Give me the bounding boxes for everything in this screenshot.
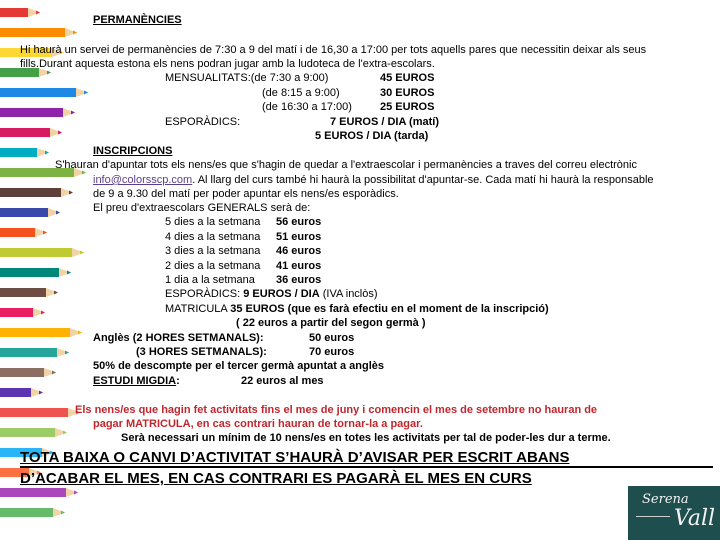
matricula-prefix: MATRICULA (165, 303, 228, 315)
week-days-3: 3 dies a la setmana (165, 245, 261, 257)
english-2h-price: 50 euros (309, 332, 355, 344)
monthly-label: MENSUALITATS:(de 7:30 a 9:00) (165, 72, 329, 84)
warning-line-3: Serà necessari un mínim de 10 nens/es en totes les activitats per tal de poder-les dur a terme. (121, 432, 611, 444)
matricula-sibling: ( 22 euros a partir del segon germà ) (236, 317, 426, 329)
week-days-5: 5 dies a la setmana (165, 216, 261, 228)
midday-line (93, 375, 180, 388)
notice-divider (20, 466, 713, 468)
monthly-price-3: 25 EUROS (380, 101, 435, 113)
monthly-price-2: 30 EUROS (380, 87, 435, 99)
inscriptions-line-1: S'hauran d'apuntar tots els nens/es que s'hagin de quedar a l'extraescolar i permanències a traves del correu electrònic (55, 159, 637, 171)
monthly-time-2: (de 8:15 a 9:00) (262, 87, 340, 99)
sporadic-prefix: ESPORÀDICS: (165, 288, 241, 300)
logo-word-vall: Vall (674, 506, 716, 531)
week-days-2: 2 dies a la setmana (165, 260, 261, 272)
occasional-afternoon: 5 EUROS / DIA (tarda) (315, 130, 429, 142)
week-days-4: 4 dies a la setmana (165, 231, 261, 243)
matricula-text: 35 EUROS (que es farà efectiu en el moment de la inscripció) (230, 303, 549, 315)
discount-line: 50% de descompte per el tercer germà apuntat a anglès (93, 360, 385, 372)
logo-word-serena: Serena (642, 492, 689, 507)
matricula-line (165, 303, 549, 316)
intro-line-1: Hi haurà un servei de permanències de 7:30 a 9 del matí i de 16,30 a 17:00 per tots aquells pares que necessitin deixar als seus (20, 44, 647, 56)
warning-line-2: pagar MATRICULA, en cas contrari hauran de tornar-la a pagar. (93, 418, 423, 430)
week-price-5: 56 euros (276, 216, 322, 228)
email-link[interactable]: info@colorsscp.com (93, 174, 193, 186)
monthly-price-1: 45 EUROS (380, 72, 435, 84)
inscriptions-line-2 (93, 174, 654, 187)
week-days-1: 1 dia a la setmana (165, 274, 255, 286)
page-title: PERMANÈNCIES (93, 14, 182, 26)
warning-line-1: Els nens/es que hagin fet activitats fins el mes de juny i comencin el mes de setembre no hauran de (75, 404, 598, 416)
midday-colon: : (176, 375, 180, 387)
occasional-label: ESPORÀDICS: (165, 116, 241, 128)
week-price-1: 36 euros (276, 274, 322, 286)
serena-vall-logo (628, 486, 720, 540)
english-3h-price: 70 euros (309, 346, 355, 358)
notice-line-2: D’ACABAR EL MES, EN CAS CONTRARI ES PAGARÀ EL MES EN CURS (20, 470, 532, 487)
sporadic-line (165, 288, 378, 301)
notice-line-1: TOTA BAIXA O CANVI D’ACTIVITAT S’HAURÀ D’AVISAR PER ESCRIT ABANS (20, 449, 570, 466)
week-price-2: 41 euros (276, 260, 322, 272)
monthly-time-3: (de 16:30 a 17:00) (262, 101, 352, 113)
week-price-4: 51 euros (276, 231, 322, 243)
week-price-3: 46 euros (276, 245, 322, 257)
english-2h-label: Anglès (2 HORES SETMANALS): (93, 332, 264, 344)
intro-line-2: fills.Durant aquesta estona els nens podran jugar amb la ludoteca de l'extra-escolars. (20, 58, 435, 70)
english-3h-label: (3 HORES SETMANALS): (136, 346, 267, 358)
occasional-morning: 7 EUROS / DIA (matí) (330, 116, 439, 128)
midday-price: 22 euros al mes (241, 375, 324, 387)
midday-label: ESTUDI MIGDIA (93, 375, 177, 387)
inscriptions-line-2-text: . Al llarg del curs també hi haurà la possibilitat d'apuntar-se. Cada matí hi haurà la responsable (192, 174, 654, 186)
general-price-intro: El preu d'extraescolars GENERALS serà de: (93, 202, 311, 214)
sporadic-price: 9 EUROS / DIA (243, 288, 320, 300)
inscriptions-title: INSCRIPCIONS (93, 145, 173, 157)
logo-line (636, 516, 670, 517)
sporadic-vat: (IVA inclòs) (322, 288, 378, 300)
inscriptions-line-3: de 9 a 9.30 del matí per poder apuntar els nens/es esporàdics. (93, 188, 399, 200)
